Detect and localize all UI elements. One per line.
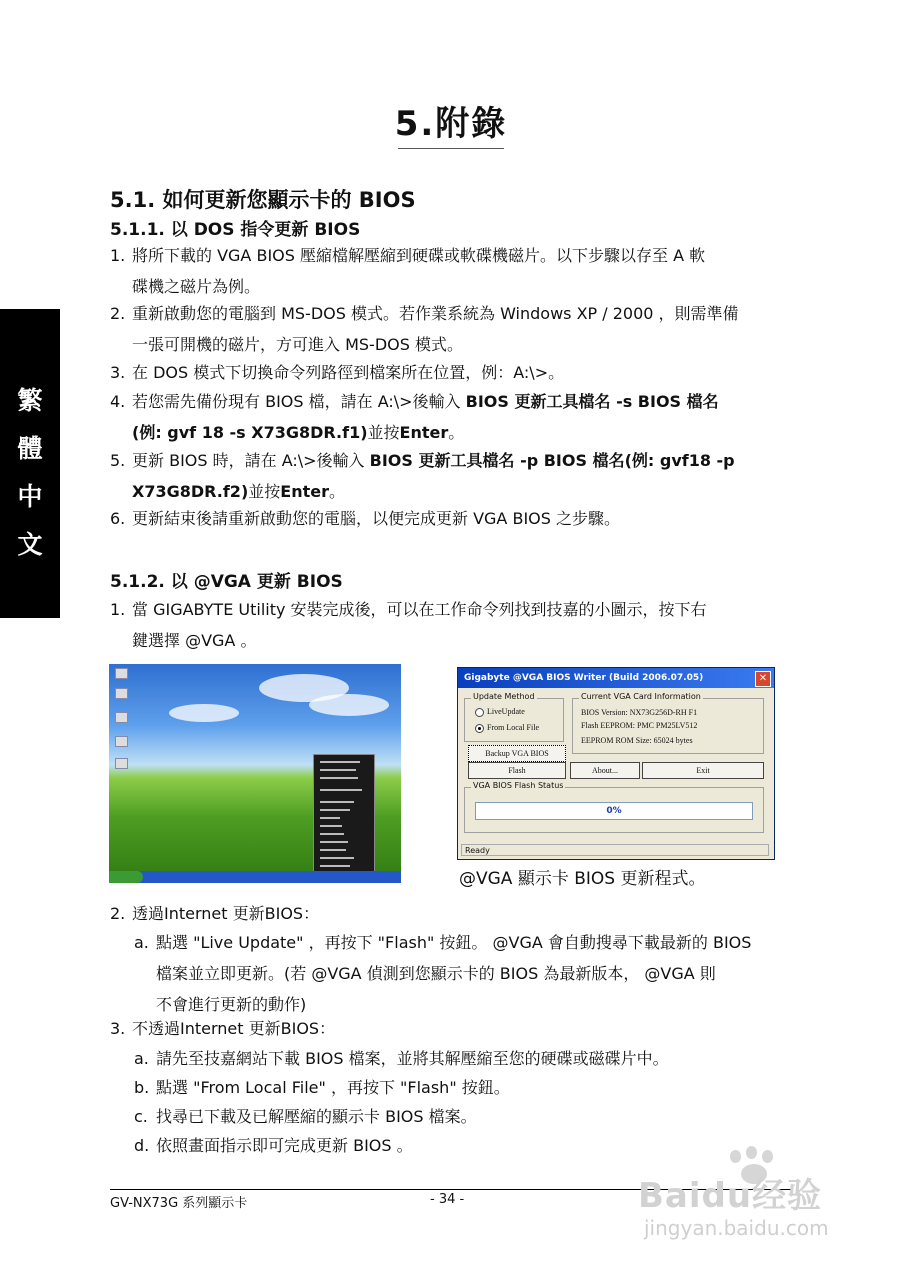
step-number: 4. bbox=[110, 392, 126, 411]
card-info-label: Current VGA Card Information bbox=[581, 692, 701, 701]
liveupdate-label: LiveUpdate bbox=[487, 707, 525, 716]
step-letter: b. bbox=[134, 1078, 150, 1097]
section-heading-5-1-1: 5.1.1. 以 DOS 指令更新 BIOS bbox=[110, 220, 361, 240]
dos-step-5: 5. 更新 BIOS 時，請在 A:\>後輸入 BIOS 更新工具檔名 -p BIOS 檔名(例: gvf18 -p X73G8DR.f2)並按Enter。 bbox=[110, 445, 800, 507]
desktop-icon bbox=[115, 712, 128, 723]
vga-step-1: 1. 當 GIGABYTE Utility 安裝完成後，可以在工作命令列找到技嘉的小圖示，按下右 鍵選擇 @VGA 。 bbox=[110, 594, 800, 656]
desktop-icon bbox=[115, 758, 128, 769]
side-tab-char: 繁 bbox=[17, 386, 43, 415]
section-heading-5-1: 5.1. 如何更新您顯示卡的 BIOS bbox=[110, 188, 416, 212]
desktop-icon bbox=[115, 688, 128, 699]
desktop-screenshot bbox=[109, 664, 401, 883]
update-method-label: Update Method bbox=[473, 692, 535, 701]
watermark-logo: Baidu经验 bbox=[638, 1176, 823, 1216]
step-number: 6. bbox=[110, 509, 126, 528]
vga-step-2: 2. 透過Internet 更新BIOS： bbox=[110, 898, 800, 929]
dos-step-6: 6. 更新結束後請重新啟動您的電腦，以便完成更新 VGA BIOS 之步驟。 bbox=[110, 503, 800, 534]
dos-step-1: 1. 將所下載的 VGA BIOS 壓縮檔解壓縮到硬碟或軟碟機磁片。以下步驟以存至 A 軟 碟機之磁片為例。 bbox=[110, 240, 800, 302]
title-divider bbox=[398, 148, 504, 149]
local-file-radio[interactable] bbox=[475, 724, 484, 733]
step-number: 1. bbox=[110, 600, 126, 619]
vga-step-3c: c. 找尋已下載及已解壓縮的顯示卡 BIOS 檔案。 bbox=[134, 1101, 800, 1132]
desktop-icon bbox=[115, 668, 128, 679]
vga-step-3a: a. 請先至技嘉網站下載 BIOS 檔案，並將其解壓縮至您的硬碟或磁碟片中。 bbox=[134, 1043, 800, 1074]
backup-bios-button[interactable]: Backup VGA BIOS bbox=[468, 745, 566, 762]
side-tab-char: 中 bbox=[17, 482, 43, 511]
vga-step-3d: d. 依照畫面指示即可完成更新 BIOS 。 bbox=[134, 1130, 800, 1161]
start-button[interactable] bbox=[109, 871, 143, 883]
desktop-icon bbox=[115, 736, 128, 747]
step-letter: c. bbox=[134, 1107, 148, 1126]
tray-context-menu bbox=[313, 754, 375, 880]
status-bar: Ready bbox=[461, 844, 769, 856]
step-number: 3. bbox=[110, 1019, 126, 1038]
step-number: 3. bbox=[110, 363, 126, 382]
vga-step-2a: a. 點選 "Live Update" ，再按下 "Flash" 按鈕。 @VGA 會自動搜尋下載最新的 BIOS 檔案並立即更新。(若 @VGA 偵測到您顯示卡的 BIOS 為最新版本， @VGA 則 不會進行更新的動作) bbox=[134, 927, 800, 1020]
close-icon[interactable]: ✕ bbox=[755, 671, 771, 687]
flash-button[interactable]: Flash bbox=[468, 762, 566, 779]
taskbar bbox=[109, 871, 401, 883]
vga-step-3: 3. 不透過Internet 更新BIOS： bbox=[110, 1013, 800, 1044]
card-info-group bbox=[572, 692, 764, 754]
watermark-url: jingyan.baidu.com bbox=[644, 1216, 829, 1240]
side-tab-char: 體 bbox=[17, 434, 43, 463]
step-number: 2. bbox=[110, 304, 126, 323]
vga-step-3b: b. 點選 "From Local File" ，再按下 "Flash" 按鈕。 bbox=[134, 1072, 800, 1103]
step-number: 1. bbox=[110, 246, 126, 265]
side-tab-char: 文 bbox=[17, 530, 43, 559]
exit-button[interactable]: Exit bbox=[642, 762, 764, 779]
flash-status-group bbox=[464, 781, 764, 833]
step-letter: a. bbox=[134, 933, 149, 952]
figure-caption: @VGA 顯示卡 BIOS 更新程式。 bbox=[459, 869, 706, 889]
update-method-group bbox=[464, 692, 564, 742]
language-side-tab bbox=[0, 309, 60, 618]
window-title: Gigabyte @VGA BIOS Writer (Build 2006.07.05) bbox=[458, 668, 774, 688]
bios-writer-window bbox=[457, 667, 775, 860]
flash-eeprom: Flash EEPROM: PMC PM25LV512 bbox=[581, 721, 698, 730]
bios-version: BIOS Version: NX73G256D-RH F1 bbox=[581, 708, 698, 717]
baidu-watermark bbox=[638, 1150, 848, 1250]
about-button[interactable]: About... bbox=[570, 762, 640, 779]
page-number: - 34 - bbox=[430, 1192, 465, 1207]
dos-step-3: 3. 在 DOS 模式下切換命令列路徑到檔案所在位置，例：A:\>。 bbox=[110, 357, 800, 388]
dos-step-4: 4. 若您需先備份現有 BIOS 檔，請在 A:\>後輸入 BIOS 更新工具檔名 -s BIOS 檔名 (例: gvf 18 -s X73G8DR.f1)並按Enter。 bbox=[110, 386, 800, 448]
step-letter: d. bbox=[134, 1136, 150, 1155]
step-number: 2. bbox=[110, 904, 126, 923]
step-letter: a. bbox=[134, 1049, 149, 1068]
local-file-label: From Local File bbox=[487, 723, 539, 732]
section-heading-5-1-2: 5.1.2. 以 @VGA 更新 BIOS bbox=[110, 572, 343, 592]
step-number: 5. bbox=[110, 451, 126, 470]
liveupdate-radio[interactable] bbox=[475, 708, 484, 717]
footer-model: GV-NX73G 系列顯示卡 bbox=[110, 1196, 248, 1211]
dos-step-2: 2. 重新啟動您的電腦到 MS-DOS 模式。若作業系統為 Windows XP / 2000 ，則需準備 一張可開機的磁片，方可進入 MS-DOS 模式。 bbox=[110, 298, 800, 360]
chapter-title: 5.附錄 bbox=[394, 104, 508, 144]
eeprom-size: EEPROM ROM Size: 65024 bytes bbox=[581, 736, 693, 745]
flash-status-label: VGA BIOS Flash Status bbox=[473, 781, 564, 790]
flash-progress-bar: 0% bbox=[475, 802, 753, 820]
